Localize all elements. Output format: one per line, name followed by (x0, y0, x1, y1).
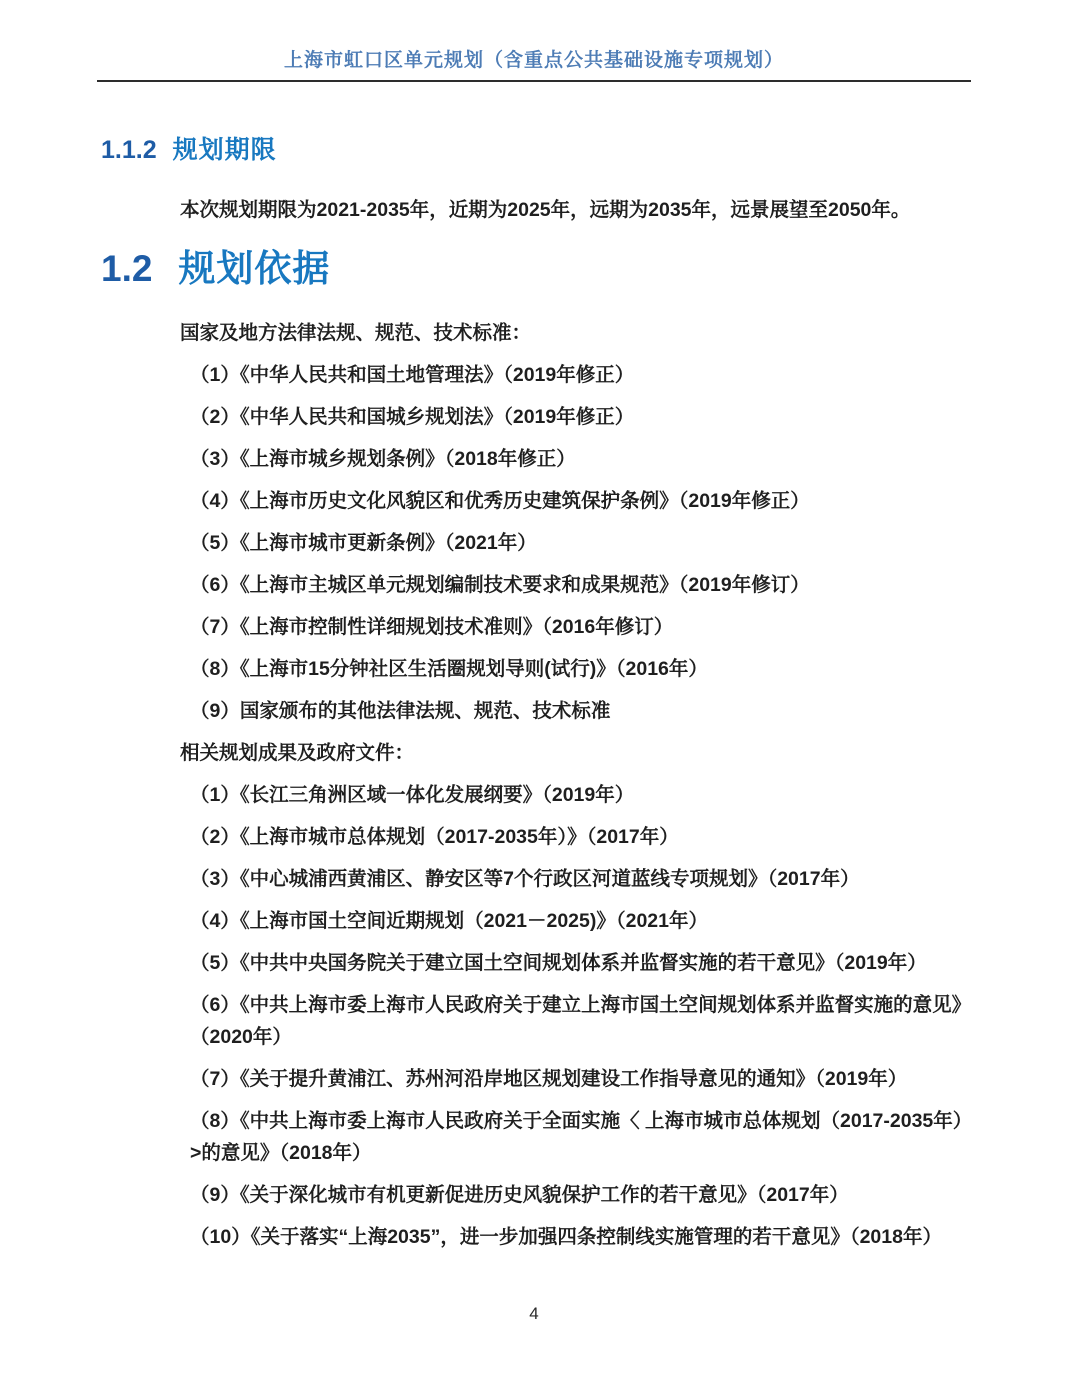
list-item: （5）《中共中央国务院关于建立国土空间规划体系并监督实施的若干意见》（2019年） (190, 952, 927, 974)
reference-lists (180, 317, 980, 1253)
list-item: （2）《中华人民共和国城乡规划法》（2019年修正） (190, 406, 635, 428)
list-item: （3）《上海市城乡规划条例》（2018年修正） (190, 448, 576, 470)
header-rule (97, 80, 971, 82)
list-item: （1）《长江三角洲区域一体化发展纲要》（2019年） (190, 784, 635, 806)
list-item: （3）《中心城浦西黄浦区、静安区等7个行政区河道蓝线专项规划》（2017年） (190, 868, 860, 890)
planning-period-paragraph: 本次规划期限为2021-2035年，近期为2025年，远期为2035年，远景展望至2050年。 (180, 199, 911, 221)
section-heading-1-1-2 (101, 135, 1068, 165)
list-intro: 相关规划成果及政府文件： (180, 742, 415, 764)
list-item: （10）《关于落实“上海2035”，进一步加强四条控制线实施管理的若干意见》（2018年） (190, 1226, 942, 1248)
list-intro: 国家及地方法律法规、规范、技术标准： (180, 322, 532, 344)
list-item: （6）《中共上海市委上海市人民政府关于建立上海市国土空间规划体系并监督实施的意见》（2020年） (190, 994, 972, 1048)
list-item: （8）《上海市15分钟社区生活圈规划导则(试行)》（2016年） (190, 658, 708, 680)
section-title: 规划依据 (178, 248, 331, 289)
section-heading-1-2 (101, 247, 1068, 291)
section-number: 1.1.2 (101, 136, 157, 164)
list-item: （2）《上海市城市总体规划（2017-2035年）》（2017年） (190, 826, 679, 848)
list-item: （7）《上海市控制性详细规划技术准则》（2016年修订） (190, 616, 674, 638)
list-item: （8）《中共上海市委上海市人民政府关于全面实施〈 上海市城市总体规划（2017-2035年）>的意见》（2018年） (190, 1110, 973, 1164)
list-item: （4）《上海市国土空间近期规划（2021－2025)》（2021年） (190, 910, 708, 932)
list-item: （1）《中华人民共和国土地管理法》（2019年修正） (190, 364, 635, 386)
header-title: 上海市虹口区单元规划（含重点公共基础设施专项规划） (283, 50, 784, 71)
list-item: （5）《上海市城市更新条例》（2021年） (190, 532, 537, 554)
page-number: 4 (529, 1304, 539, 1323)
list-item: （4）《上海市历史文化风貌区和优秀历史建筑保护条例》（2019年修正） (190, 490, 810, 512)
list-item: （6）《上海市主城区单元规划编制技术要求和成果规范》（2019年修订） (190, 574, 810, 596)
list-item: （9）《关于深化城市有机更新促进历史风貌保护工作的若干意见》（2017年） (190, 1184, 849, 1206)
list-item: （9）国家颁布的其他法律法规、规范、技术标准 (190, 700, 611, 722)
list-item: （7）《关于提升黄浦江、苏州河沿岸地区规划建设工作指导意见的通知》（2019年） (190, 1068, 908, 1090)
section-number: 1.2 (101, 248, 153, 289)
section-title: 规划期限 (172, 136, 277, 164)
